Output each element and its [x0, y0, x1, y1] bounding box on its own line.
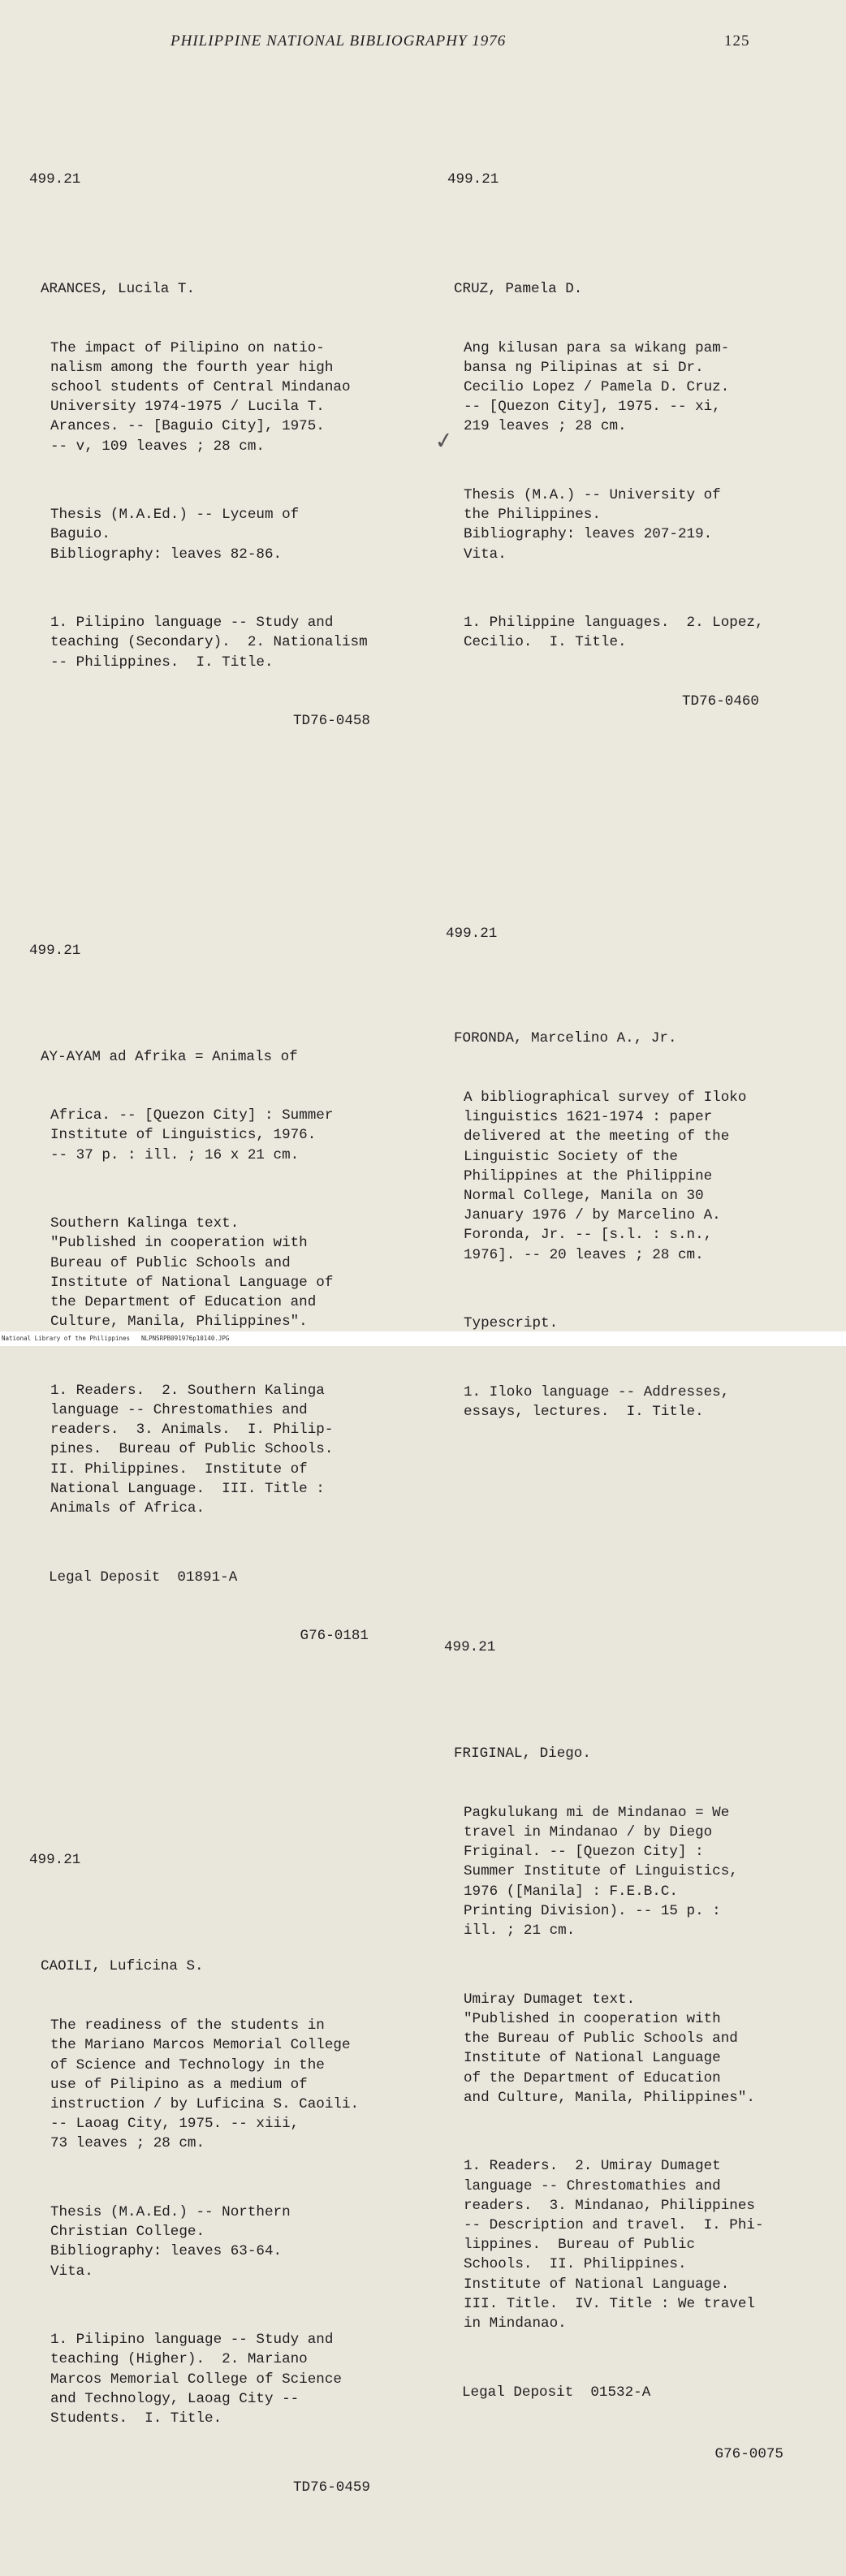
scan-footer — [0, 1331, 846, 1346]
entry-heading: AY-AYAM ad Afrika = Animals of — [41, 1048, 298, 1065]
class-number: 499.21 — [29, 171, 81, 188]
entry-heading: CAOILI, Luficina S. — [41, 1958, 204, 1975]
handwritten-check-mark-icon: ✓ — [433, 425, 455, 455]
class-number: 499.21 — [447, 171, 499, 188]
control-number: TD76-0459 — [292, 2479, 370, 2496]
entry-heading: CRUZ, Pamela D. — [454, 281, 583, 298]
running-title: PHILIPPINE NATIONAL BIBLIOGRAPHY 1976 — [170, 32, 507, 50]
page-number: 125 — [724, 32, 750, 50]
entry-notes: Thesis (M.A.) -- University of the Philippines. Bibliography: leaves 207-219. Vita. — [464, 487, 721, 563]
entry-subjects: 1. Readers. 2. Southern Kalinga language -- Chrestomathies and readers. 3. Animals. I. Philip- pines. Bureau of Public Schools. II. Philippines. Institute of National Language. III. Title : Animals of Africa. — [50, 1382, 334, 1517]
legal-deposit: Legal Deposit 01532-A — [462, 2384, 651, 2401]
entry-description: The impact of Pilipino on natio- nalism among the fourth year high school students of Central Mindanao University 1974-1975 / Lucila T. Arances. -- [Baguio City], 1975. -- v, 109 leaves ; 28 cm. — [50, 339, 351, 455]
entry-notes: Typescript. — [464, 1315, 559, 1332]
right-column — [442, 71, 824, 2543]
entry-description: Africa. -- [Quezon City] : Summer Institute of Linguistics, 1976. -- 37 p. : ill. ; 16 x 21 cm. — [50, 1107, 334, 1163]
entry-heading: FRIGINAL, Diego. — [454, 1745, 591, 1763]
class-number: 499.21 — [444, 1639, 496, 1656]
footer-credit: National Library of the Philippines — [2, 1335, 131, 1342]
entry-description: A bibliographical survey of Iloko linguistics 1621-1974 : paper delivered at the meeting of the Linguistic Society of the Philippines at the Philippine Normal College, Manila on 30 January 1976 / by Marcelino A. Foronda, Jr. -- [s.l. : s.n., 1976]. -- 20 leaves ; 28 cm. — [464, 1089, 747, 1263]
left-column — [29, 71, 419, 2576]
entry-heading: ARANCES, Lucila T. — [41, 281, 196, 298]
entry-arances — [29, 131, 419, 770]
entry-heading: FORONDA, Marcelino A., Jr. — [454, 1030, 677, 1047]
control-number: G76-0181 — [300, 1628, 369, 1645]
entry-subjects: 1. Pilipino language -- Study and teaching (Secondary). 2. Nationalism -- Philippines. I. Title. — [50, 615, 368, 671]
entry-cruz — [442, 131, 824, 751]
entry-description: Pagkulukang mi de Mindanao = We travel in Mindanao / by Diego Friginal. -- [Quezon City] : Summer Institute of Linguistics, 1976 ([Manila] : F.E.B.C. Printing Division). -- 15 p. : ill. ; 21 cm. — [464, 1804, 738, 1940]
entry-description: Ang kilusan para sa wikang pam- bansa ng Pilipinas at si Dr. Cecilio Lopez / Pamela D. Cruz. -- [Quezon City], 1975. -- xi, 219 leaves ; 28 cm. — [464, 339, 730, 435]
entry-notes: Thesis (M.A.Ed.) -- Lyceum of Baguio. Bibliography: leaves 82-86. — [50, 507, 300, 563]
entry-notes: Southern Kalinga text. "Published in cooperation with Bureau of Public Schools and Institute of National Language of the Department of Education and Culture, Manila, Philippines". — [50, 1215, 334, 1331]
class-number: 499.21 — [29, 942, 81, 959]
control-number: G76-0075 — [714, 2446, 783, 2463]
entry-notes: Umiray Dumaget text. "Published in cooperation with the Bureau of Public Schools and Institute of National Language of the Department of Education and Culture, Manila, Philippines". — [464, 1991, 755, 2106]
entry-caoili — [29, 1811, 419, 2536]
entry-description: The readiness of the students in the Mariano Marcos Memorial College of Science and Technology in the use of Pilipino as a medium of instruction / by Luficina S. Caoili. -- Laoag City, 1975. -- xiii, 73 leaves ; 28 cm. — [50, 2017, 360, 2152]
running-header — [0, 32, 846, 54]
entry-subjects: 1. Iloko language -- Addresses, essays, lectures. I. Title. — [464, 1383, 730, 1420]
class-number: 499.21 — [29, 1852, 81, 1869]
control-number: TD76-0460 — [681, 693, 759, 710]
legal-deposit: Legal Deposit 01891-A — [49, 1568, 238, 1586]
entry-subjects: 1. Readers. 2. Umiray Dumaget language -- Chrestomathies and readers. 3. Mindanao, Philippines -- Description and travel. I. Phi- lippines. Bureau of Public Schools. II. Philippines. Institute of National Language. III. Title. IV. Title : We travel in Mindanao. — [464, 2158, 764, 2332]
entry-subjects: 1. Philippine languages. 2. Lopez, Cecilio. I. Title. — [464, 615, 764, 651]
entry-notes: Thesis (M.A.Ed.) -- Northern Christian College. Bibliography: leaves 63-64. Vita. — [50, 2203, 291, 2280]
control-number: TD76-0458 — [292, 713, 370, 730]
entry-foronda — [442, 885, 824, 1461]
footer-filename: NLPNSRPB091976p10140.JPG — [141, 1335, 230, 1342]
entry-ay-ayam — [29, 901, 419, 1685]
entry-subjects: 1. Pilipino language -- Study and teaching (Higher). 2. Mariano Marcos Memorial College of Science and Technology, Laoag City -- Students. I. Title. — [50, 2332, 342, 2427]
class-number: 499.21 — [446, 926, 498, 943]
entry-friginal — [442, 1599, 824, 2504]
